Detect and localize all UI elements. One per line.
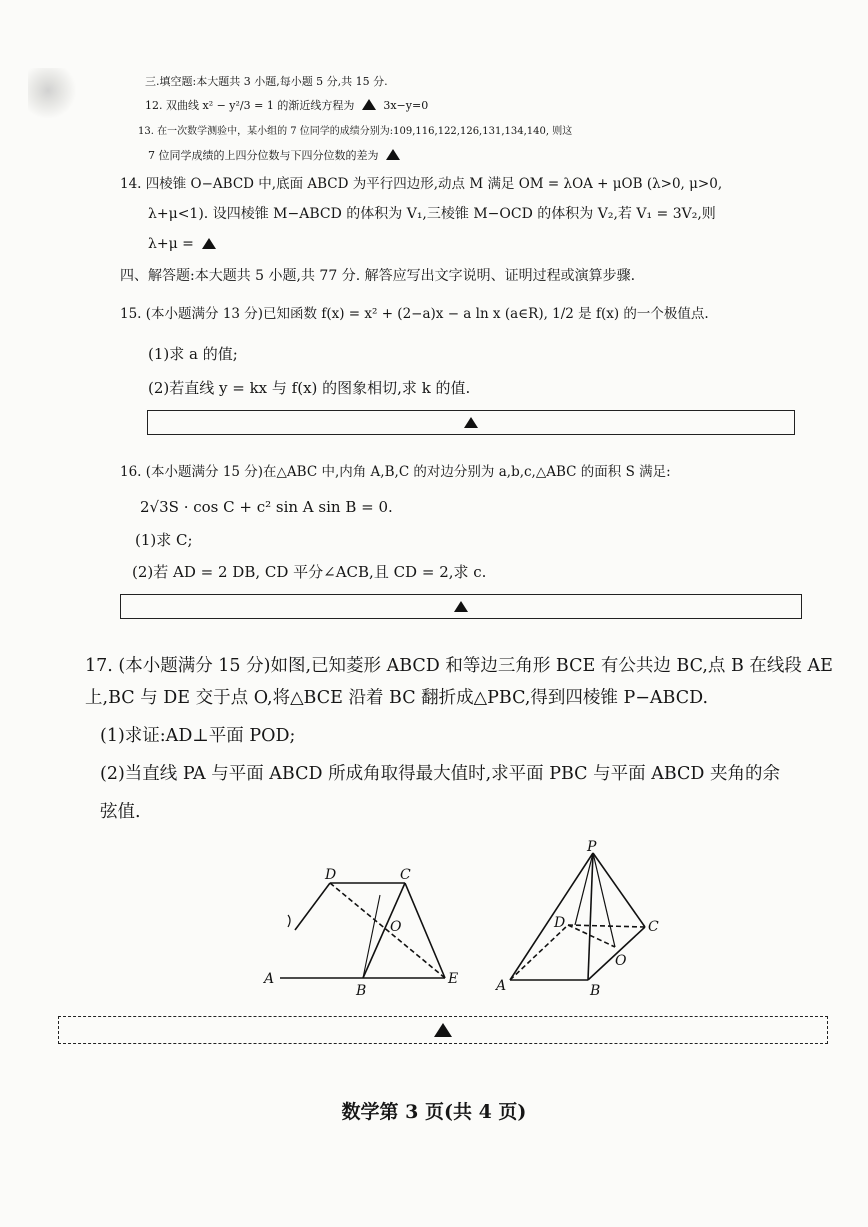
q17-line2: 上,BC 与 DE 交于点 O,将△BCE 沿着 BC 翻折成△PBC,得到四棱锥 P−ABCD.	[85, 688, 709, 708]
q15-answer-box[interactable]	[147, 410, 795, 435]
q14-line1: 14. 四棱锥 O−ABCD 中,底面 ABCD 为平行四边形,动点 M 满足 OM = λOA + μOB (λ>0, μ>0,	[120, 176, 723, 192]
fig2-label-p: P	[587, 839, 597, 855]
answer-triangle-icon	[386, 149, 400, 160]
section3-heading: 三.填空题:本大题共 3 小题,每小题 5 分,共 15 分.	[145, 75, 388, 88]
q14-line2: λ+μ<1). 设四棱锥 M−ABCD 的体积为 V₁,三棱锥 M−OCD 的体积为 V₂,若 V₁ = 3V₂,则	[148, 206, 716, 222]
q17-part2a: (2)当直线 PA 与平面 ABCD 所成角取得最大值时,求平面 PBC 与平面 ABCD 夹角的余	[100, 764, 780, 784]
page-footer: 数学第 3 页(共 4 页)	[341, 1101, 527, 1123]
q16-answer-box[interactable]	[120, 594, 802, 619]
answer-triangle-icon	[202, 238, 216, 249]
q16-part2: (2)若 AD = 2 DB, CD 平分∠ACB,且 CD = 2,求 c.	[132, 563, 487, 581]
q15-stem: 15. (本小题满分 13 分)已知函数 f(x) = x² + (2−a)x − a ln x (a∈R), 1/2 是 f(x) 的一个极值点.	[120, 306, 709, 322]
q17-answer-box[interactable]	[58, 1016, 828, 1044]
q12-answer-hint: 3x−y=0	[383, 99, 429, 112]
section4-heading: 四、解答题:本大题共 5 小题,共 77 分. 解答应写出文字说明、证明过程或演算步骤.	[120, 268, 636, 284]
q15-part2: (2)若直线 y = kx 与 f(x) 的图象相切,求 k 的值.	[148, 379, 471, 397]
q12-text: 12. 双曲线 x² − y²/3 = 1 的渐近线方程为	[145, 99, 355, 112]
q13-line2-text: 7 位同学成绩的上四分位数与下四分位数的差为	[148, 149, 379, 162]
q13-line2	[148, 146, 404, 166]
fig1-label-a: A	[264, 971, 275, 987]
q13-line1: 13. 在一次数学测验中，某小组的 7 位同学的成绩分别为:109,116,122,126,131,134,140, 则这	[138, 126, 573, 137]
q14-line3-text: λ+μ =	[148, 236, 194, 252]
q17-part1: (1)求证:AD⊥平面 POD;	[100, 726, 296, 746]
q14-line3	[148, 234, 220, 254]
q17-line1: 17. (本小题满分 15 分)如图,已知菱形 ABCD 和等边三角形 BCE 有公共边 BC,点 B 在线段 AE	[85, 656, 833, 676]
fig2-label-c: C	[648, 919, 659, 935]
fig1-label-b: B	[356, 983, 367, 999]
q16-stem: 16. (本小题满分 15 分)在△ABC 中,内角 A,B,C 的对边分别为 a,b,c,△ABC 的面积 S 满足:	[120, 464, 671, 480]
q16-equation: 2√3S · cos C + c² sin A sin B = 0.	[140, 498, 393, 516]
answer-triangle-icon	[362, 99, 376, 110]
fig2-label-b: B	[590, 983, 601, 999]
scan-smudge	[28, 68, 78, 118]
answer-triangle-icon	[464, 417, 478, 428]
q16-part1: (1)求 C;	[135, 531, 193, 549]
fig2-label-a: A	[496, 978, 507, 994]
answer-triangle-icon	[434, 1023, 452, 1037]
fig1-label-d: D	[325, 867, 337, 883]
fig2-label-o: O	[615, 953, 627, 969]
fig2-label-d: D	[554, 915, 566, 931]
q12-line	[145, 96, 428, 116]
q15-part1: (1)求 a 的值;	[148, 345, 238, 363]
figure-rhombus-triangle	[250, 855, 480, 1000]
fig1-label-c: C	[400, 867, 411, 883]
fig1-label-o: O	[390, 919, 402, 935]
answer-triangle-icon	[454, 601, 468, 612]
q17-part2b: 弦值.	[100, 802, 141, 822]
figure-pyramid	[490, 835, 670, 1000]
fig1-label-e: E	[448, 971, 459, 987]
